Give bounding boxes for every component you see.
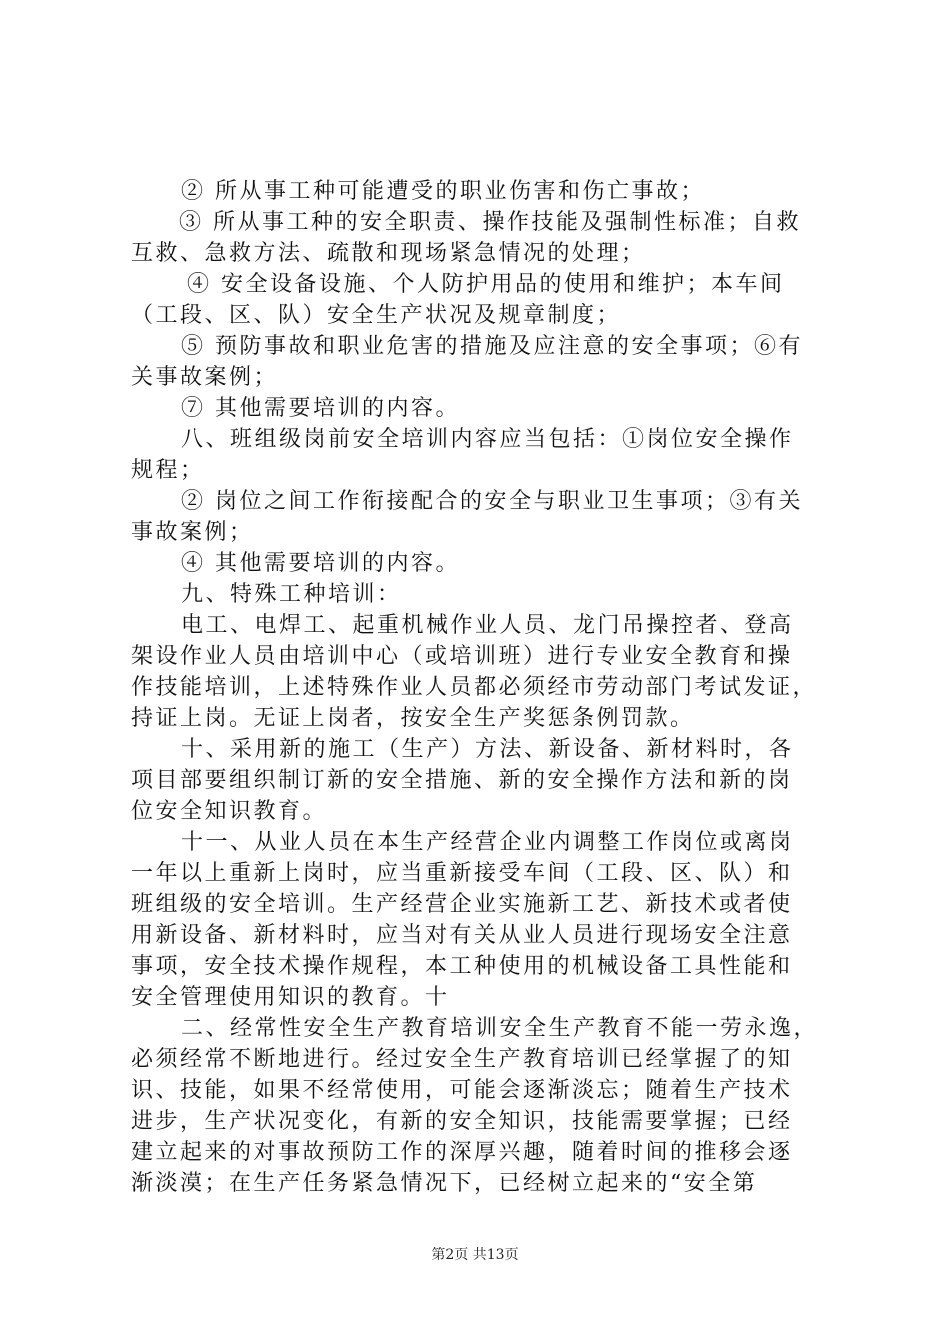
- text-line: 必须经常不断地进行。经过安全生产教育培训已经掌握了的知: [131, 1047, 793, 1072]
- text-line: 持证上岗。无证上岗者，按安全生产奖惩条例罚款。: [131, 706, 695, 731]
- text-line: ② 所从事工种可能遭受的职业伤害和伤亡事故；: [181, 179, 705, 204]
- text-line: 规程；: [131, 458, 205, 483]
- text-line: ② 岗位之间工作衔接配合的安全与职业卫生事项；③有关: [181, 489, 803, 514]
- text-line: 安全管理使用知识的教育。十: [131, 985, 450, 1010]
- text-line: ④ 安全设备设施、个人防护用品的使用和维护；本车间: [187, 272, 785, 297]
- text-line: 识、技能，如果不经常使用，可能会逐渐淡忘；随着生产技术: [131, 1078, 793, 1103]
- text-line: 事故案例；: [131, 520, 254, 545]
- text-line: ⑤ 预防事故和职业危害的措施及应注意的安全事项；⑥有: [181, 334, 803, 359]
- page-footer: 第2页 共13页: [431, 1247, 519, 1263]
- text-line: 用新设备、新材料时，应当对有关从业人员进行现场安全注意: [131, 923, 793, 948]
- text-line: 项目部要组织制订新的安全措施、新的安全操作方法和新的岗: [131, 768, 793, 793]
- text-line: 渐淡漠；在生产任务紧急情况下，已经树立起来的“安全第: [131, 1171, 758, 1196]
- text-line: 电工、电焊工、起重机械作业人员、龙门吊操控者、登高: [181, 613, 794, 638]
- text-line: 十、采用新的施工（生产）方法、新设备、新材料时，各: [181, 737, 794, 762]
- text-line: 建立起来的对事故预防工作的深厚兴趣，随着时间的推移会逐: [131, 1140, 793, 1165]
- text-line: 班组级的安全培训。生产经营企业实施新工艺、新技术或者使: [131, 892, 793, 917]
- text-line: （工段、区、队）安全生产状况及规章制度；: [131, 303, 622, 328]
- text-line: 九、特殊工种培训：: [181, 582, 402, 607]
- text-line: ⑦ 其他需要培训的内容。: [181, 396, 460, 421]
- text-line: 二、经常性安全生产教育培训安全生产教育不能一劳永逸，: [181, 1016, 819, 1041]
- text-line: ③ 所从事工种的安全职责、操作技能及强制性标准；自救: [179, 210, 801, 235]
- text-line: 位安全知识教育。: [131, 799, 328, 824]
- text-line: 关事故案例；: [131, 365, 279, 390]
- text-line: 进步，生产状况变化，有新的安全知识，技能需要掌握；已经: [131, 1109, 793, 1134]
- text-line: 八、班组级岗前安全培训内容应当包括：①岗位安全操作: [181, 427, 794, 452]
- text-line: 架设作业人员由培训中心（或培训班）进行专业安全教育和操: [131, 644, 793, 669]
- document-body: [131, 176, 831, 1199]
- text-line: 十一、从业人员在本生产经营企业内调整工作岗位或离岗: [181, 830, 794, 855]
- text-line: ④ 其他需要培训的内容。: [181, 551, 460, 576]
- text-line: 作技能培训，上述特殊作业人员都必须经市劳动部门考试发证，: [131, 675, 818, 700]
- text-line: 事项，安全技术操作规程，本工种使用的机械设备工具性能和: [131, 954, 793, 979]
- text-line: 一年以上重新上岗时，应当重新接受车间（工段、区、队）和: [131, 861, 793, 886]
- text-line: 互救、急救方法、疏散和现场紧急情况的处理；: [131, 241, 646, 266]
